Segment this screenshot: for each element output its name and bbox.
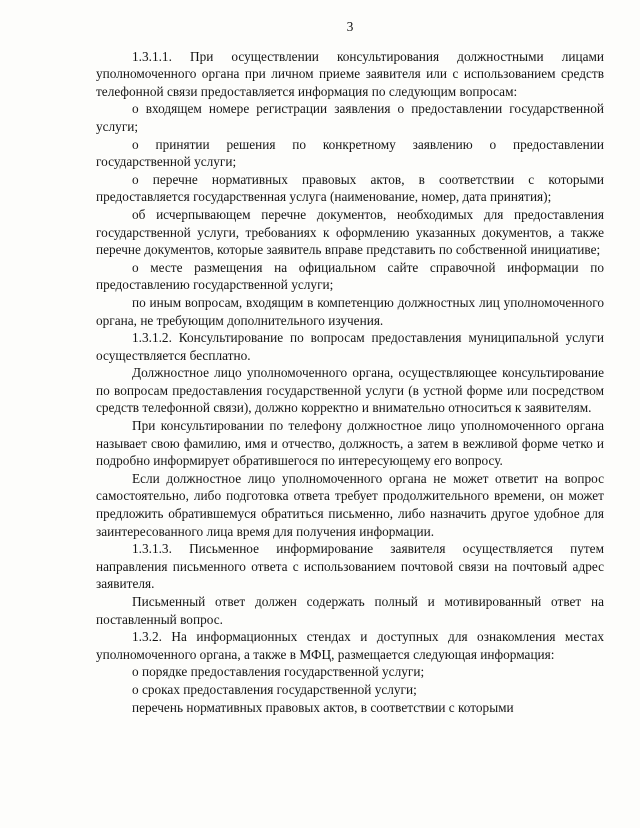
paragraph-phone-consulting: При консультировании по телефону должностное лицо уполномоченного органа называет свою фамилию, имя и отчество, должность, а затем в вежливой форме четко и подробно информирует обратившегося по интересующему его вопросу. — [96, 418, 604, 469]
list-item-legal-acts-list: перечень нормативных правовых актов, в соответствии с которыми — [132, 699, 514, 715]
list-item-procedure: о порядке предоставления государственной услуги; — [132, 664, 425, 680]
paragraph-1-3-1-3: 1.3.1.3. Письменное информирование заявителя осуществляется путем направления письменного ответа с использованием почтовой связи на почтовый адрес заявителя. — [96, 541, 604, 592]
list-item-decision: о принятии решения по конкретному заявлению о предоставлении государственной услуги; — [96, 136, 604, 170]
paragraph-unable-to-answer: Если должностное лицо уполномоченного органа не может ответит на вопрос самостоятельно, либо подготовка ответа требует продолжительного времени, он может предложить обратившемуся обратиться письменно, либо назначить другое удобное для заинтересованного лица время для получения информации. — [96, 470, 604, 539]
list-item-website: о месте размещения на официальном сайте справочной информации по предоставлению государственной услуги; — [96, 259, 604, 293]
list-item-registration-number: о входящем номере регистрации заявления о предоставлении государственной услуги; — [96, 101, 604, 134]
paragraph-official-conduct: Должностное лицо уполномоченного органа, осуществляющее консультирование по вопросам предоставления государственной услуги (в устной форме или посредством средств телефонной связи), должно корректно и внимательно относиться к заявителям. — [96, 365, 604, 416]
list-item-deadlines: о сроках предоставления государственной услуги; — [132, 681, 417, 697]
paragraph-1-3-1-1: 1.3.1.1. При осуществлении консультирования должностными лицами уполномоченного органа при личном приеме заявителя или с использованием средств телефонной связи предоставляется информация по следующим вопросам: — [96, 48, 604, 99]
page-number: 3 — [346, 19, 354, 34]
paragraph-written-answer: Письменный ответ должен содержать полный и мотивированный ответ на поставленный вопрос. — [96, 594, 604, 627]
list-item-documents: об исчерпывающем перечне документов, необходимых для предоставления государственной услуги, требованиях к оформлению указанных документов, а также перечне документов, которые заявитель вправе представить по собственной инициативе; — [96, 206, 604, 258]
paragraph-1-3-1-2: 1.3.1.2. Консультирование по вопросам предоставления муниципальной услуги осуществляется бесплатно. — [96, 330, 604, 363]
paragraph-1-3-2: 1.3.2. На информационных стендах и доступных для ознакомления местах уполномоченного органа, а также в МФЦ, размещается следующая информация: — [96, 629, 604, 662]
list-item-legal-acts: о перечне нормативных правовых актов, в соответствии с которыми предоставляется государственная услуга (наименование, номер, дата принятия); — [96, 171, 604, 205]
list-item-other-questions: по иным вопросам, входящим в компетенцию должностных лиц уполномоченного органа, не требующим дополнительного изучения. — [96, 294, 604, 328]
